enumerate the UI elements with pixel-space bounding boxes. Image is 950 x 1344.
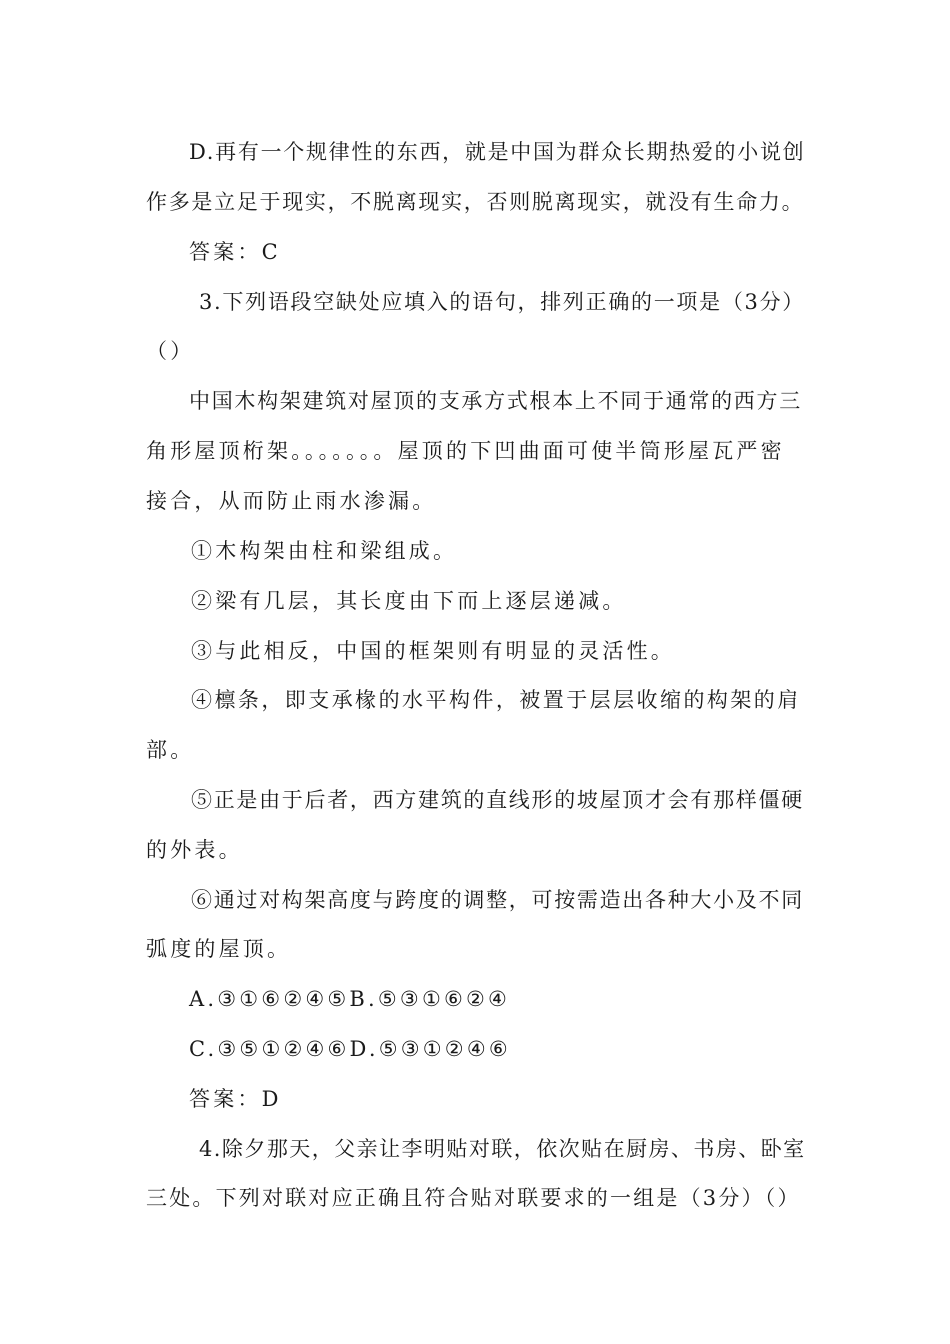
answer-3: 答案：D — [189, 1087, 282, 1111]
sentence-4-line-2: 部。 — [146, 738, 195, 762]
sentence-3: ③与此相反，中国的框架则有明显的灵活性。 — [191, 639, 675, 663]
options-c-d: C.③⑤①②④⑥D.⑤③①②④⑥ — [189, 1037, 511, 1061]
sentence-5-line-1: ⑤正是由于后者，西方建筑的直线形的坡屋顶才会有那样僵硬 — [191, 788, 804, 812]
passage-line-2: 角形屋顶桁架。。。。。。。屋顶的下凹曲面可使半筒形屋瓦严密 — [146, 439, 785, 463]
option-d-line-2: 作多是立足于现实，不脱离现实，否则脱离现实，就没有生命力。 — [146, 190, 805, 214]
question-4-line-1: 4.除夕那天，父亲让李明贴对联，依次贴在厨房、书房、卧室 — [199, 1137, 806, 1161]
sentence-1: ①木构架由柱和梁组成。 — [191, 539, 458, 563]
sentence-2: ②梁有几层，其长度由下而上逐层递减。 — [191, 589, 627, 613]
sentence-5-line-2: 的外表。 — [146, 838, 243, 862]
sentence-4-line-1: ④檩条，即支承椽的水平构件，被置于层层收缩的构架的肩 — [191, 688, 801, 712]
answer-2: 答案：C — [189, 240, 281, 264]
sentence-6-line-2: 弧度的屋顶。 — [146, 937, 292, 961]
passage-line-1: 中国木构架建筑对屋顶的支承方式根本上不同于通常的西方三 — [189, 389, 802, 413]
question-3-stem: 3.下列语段空缺处应填入的语句，排列正确的一项是（3分） — [199, 290, 805, 314]
option-d-line-1: D.再有一个规律性的东西，就是中国为群众长期热爱的小说创 — [189, 140, 806, 164]
question-4-line-2: 三处。下列对联对应正确且符合贴对联要求的一组是（3分）（） — [146, 1186, 801, 1210]
passage-line-3: 接合，从而防止雨水渗漏。 — [146, 489, 437, 513]
sentence-6-line-1: ⑥通过对构架高度与跨度的调整，可按需造出各种大小及不同 — [191, 888, 804, 912]
options-a-b: A.③①⑥②④⑤B.⑤③①⑥②④ — [189, 987, 511, 1011]
question-3-blank: （） — [146, 339, 195, 363]
